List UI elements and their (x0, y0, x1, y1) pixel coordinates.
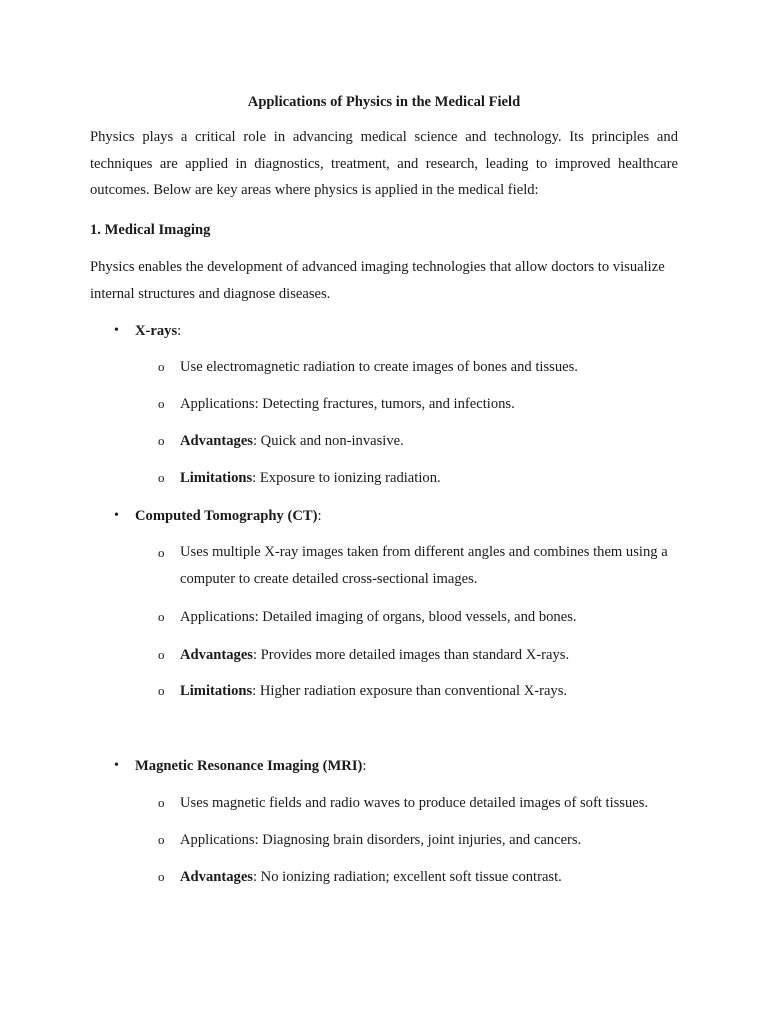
bullet-suffix: : (362, 758, 367, 774)
sub-bullet-marker: o (158, 869, 165, 884)
sub-bullet-text: Applications: Detailed imaging of organs, blood vessels, and bones. (180, 609, 577, 625)
sub-bullet-marker: o (158, 359, 165, 374)
sub-bullet-marker: o (158, 609, 165, 624)
sub-bullet-marker: o (158, 683, 165, 698)
section-intro-paragraph: Physics enables the development of advanced imaging technologies that allow doctors to visualize internal structures and diagnose diseases. (90, 259, 665, 302)
sub-bullet-marker: o (158, 795, 165, 810)
section-heading-medical-imaging: 1. Medical Imaging (90, 222, 211, 238)
sub-bullet-text: Applications: Detecting fractures, tumors, and infections. (180, 396, 515, 412)
sub-bullet-marker: o (158, 396, 165, 411)
bullet-marker: • (114, 758, 119, 773)
sub-bullet-text: : Provides more detailed images than standard X-rays. (252, 647, 570, 663)
sub-bullet-text: : No ionizing radiation; excellent soft tissue contrast. (252, 869, 562, 885)
sub-bullet-marker: o (158, 545, 165, 560)
sub-bullet-marker: o (158, 647, 165, 662)
sub-bullet-label: Advantages (180, 647, 253, 663)
document-title: Applications of Physics in the Medical Field (247, 94, 521, 110)
sub-bullet-label: Limitations (180, 683, 253, 699)
sub-bullet-label: Advantages (180, 869, 253, 885)
bullet-suffix: : (317, 508, 322, 524)
intro-paragraph: Physics plays a critical role in advancing medical science and technology. Its principles and techniques are applied in diagnostics, treatment, and research, leading to improved healthcare outcomes. Below are key areas where physics is applied in the medical field: (90, 129, 678, 198)
sub-bullet-marker: o (158, 433, 165, 448)
sub-bullet-label: Limitations (180, 470, 253, 486)
sub-bullet-marker: o (158, 470, 165, 485)
bullet-label: Computed Tomography (CT) (135, 508, 318, 524)
bullet-suffix: : (177, 323, 182, 339)
sub-bullet-text: Applications: Diagnosing brain disorders, joint injuries, and cancers. (180, 832, 582, 848)
sub-bullet-text: : Higher radiation exposure than conventional X-rays. (252, 683, 568, 699)
sub-bullet-text: : Exposure to ionizing radiation. (252, 470, 441, 486)
sub-bullet-text: : Quick and non-invasive. (252, 433, 404, 449)
bullet-label: X-rays (135, 323, 178, 339)
bullet-label: Magnetic Resonance Imaging (MRI) (135, 758, 363, 774)
bullet-marker: • (114, 508, 119, 523)
sub-bullet-text: Uses magnetic fields and radio waves to produce detailed images of soft tissues. (180, 795, 649, 811)
sub-bullet-marker: o (158, 832, 165, 847)
sub-bullet-text: Use electromagnetic radiation to create images of bones and tissues. (180, 359, 578, 375)
sub-bullet-label: Advantages (180, 433, 253, 449)
sub-bullet-text: Uses multiple X-ray images taken from different angles and combines them using a computer to create detailed cross-sectional images. (180, 544, 668, 587)
bullet-marker: • (114, 323, 119, 338)
